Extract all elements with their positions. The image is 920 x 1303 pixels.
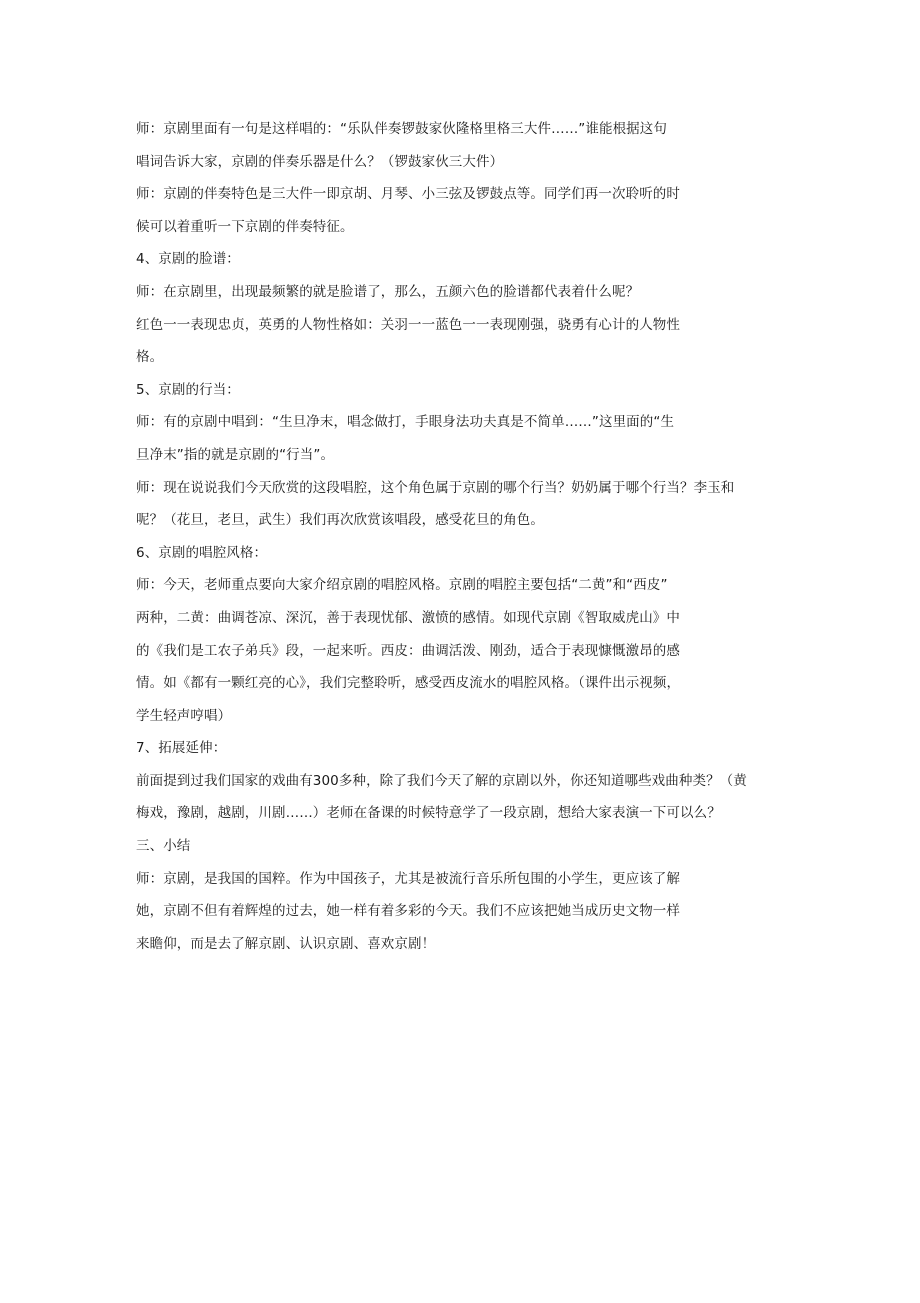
body-line: 的《我们是工农子弟兵》段，一起来听。西皮：曲调活泼、刚劲，适合于表现慷慨激昂的感: [136, 642, 680, 659]
body-line: 师：现在说说我们今天欣赏的这段唱腔，这个角色属于京剧的哪个行当？奶奶属于哪个行当？李玉和: [136, 479, 735, 496]
body-line: 呢？（花旦，老旦，武生）我们再次欣赏该唱段，感受花旦的角色。: [136, 512, 544, 529]
body-line: 唱词告诉大家，京剧的伴奏乐器是什么？（锣鼓家伙三大件）: [136, 153, 504, 170]
body-line: 梅戏，豫剧，越剧，川剧……）老师在备课的时候特意学了一段京剧，想给大家表演一下可以么？: [136, 805, 721, 822]
body-line: 红色一一表现忠贞，英勇的人物性格如：关羽一一蓝色一一表现刚强，骁勇有心计的人物性: [136, 316, 680, 333]
section-heading: 4、京剧的脸谱：: [136, 251, 240, 268]
document-body: [136, 118, 796, 965]
body-line: 前面提到过我们国家的戏曲有300多种，除了我们今天了解的京剧以外，你还知道哪些戏曲种类？（黄: [136, 772, 747, 789]
section-heading: 三、小结: [136, 838, 191, 855]
body-line: 师：今天，老师重点要向大家介绍京剧的唱腔风格。京剧的唱腔主要包括“二黄”和“西皮”: [136, 577, 668, 594]
body-line: 来瞻仰，而是去了解京剧、认识京剧、喜欢京剧！: [136, 935, 436, 952]
body-line: 旦净末”指的就是京剧的“行当”。: [136, 446, 335, 463]
section-heading: 6、京剧的唱腔风格：: [136, 544, 268, 561]
body-line: 情。如《都有一颗红亮的心》，我们完整聆听，感受西皮流水的唱腔风格。（课件出示视频，: [136, 675, 681, 692]
body-line: 师：京剧的伴奏特色是三大件一即京胡、月琴、小三弦及锣鼓点等。同学们再一次聆听的时: [136, 186, 680, 203]
body-line: 两种，二黄：曲调苍凉、深沉，善于表现忧郁、激愤的感情。如现代京剧《智取威虎山》中: [136, 609, 680, 626]
body-line: 格。: [136, 349, 164, 366]
section-heading: 7、拓展延伸：: [136, 740, 227, 757]
body-line: 师：京剧，是我国的国粹。作为中国孩子，尤其是被流行音乐所包围的小学生，更应该了解: [136, 870, 680, 887]
body-line: 她，京剧不但有着辉煌的过去，她一样有着多彩的今天。我们不应该把她当成历史文物一样: [136, 903, 680, 920]
section-heading: 5、京剧的行当：: [136, 381, 240, 398]
body-line: 候可以着重听一下京剧的伴奏特征。: [136, 218, 354, 235]
body-line: 师：京剧里面有一句是这样唱的：“乐队伴奏锣鼓家伙隆格里格三大件……”谁能根据这句: [136, 121, 667, 137]
body-line: 师：有的京剧中唱到：“生旦净末，唱念做打，手眼身法功夫真是不简单……”这里面的“生: [136, 414, 675, 431]
body-line: 师：在京剧里，出现最频繁的就是脸谱了，那么，五颜六色的脸谱都代表着什么呢？: [136, 283, 640, 300]
body-line: 学生轻声哼唱）: [136, 707, 232, 724]
